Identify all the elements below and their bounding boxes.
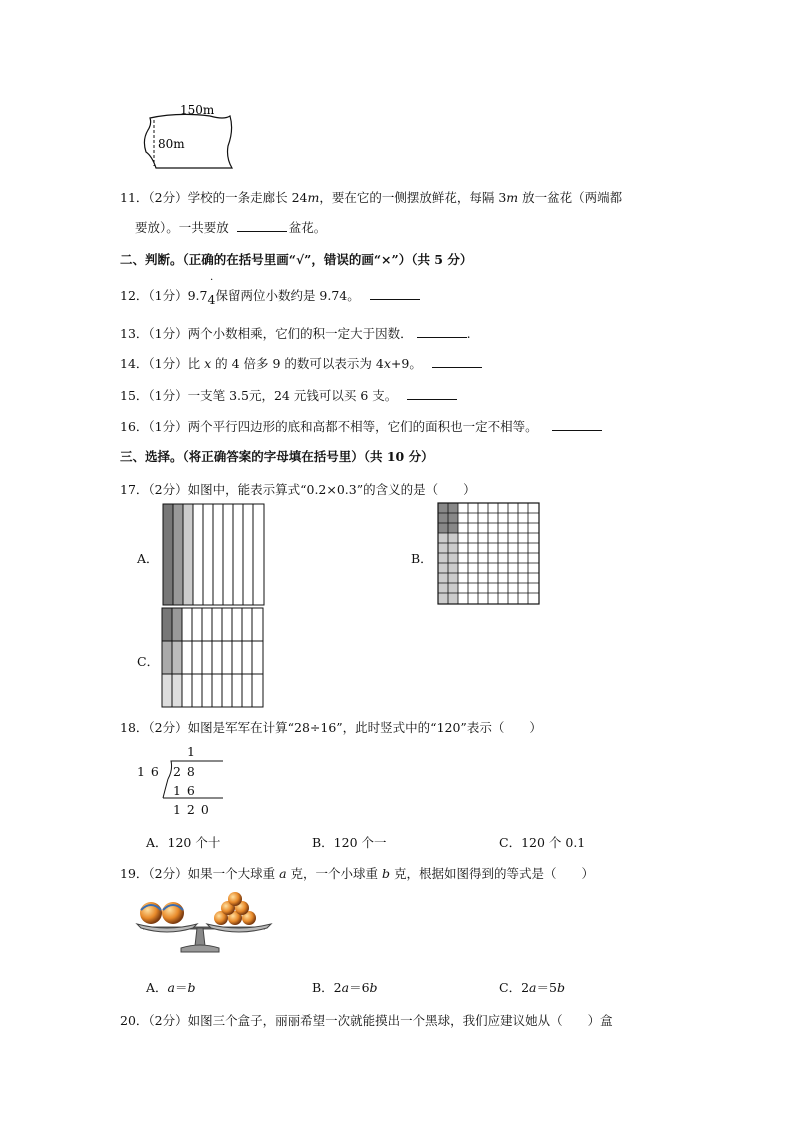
question-18: 18．（2分）如图是军军在计算“28÷16”，此时竖式中的“120”表示（ ） — [120, 720, 542, 735]
division-dividend: 2 8 — [173, 764, 196, 779]
field-side-label: 80m — [158, 137, 185, 151]
q18-option-a[interactable]: A．120 个十 — [146, 835, 221, 850]
section-2-heading: 二、判断。（正确的在括号里画“√”，错误的画“×”）（共 5 分） — [120, 252, 473, 267]
question-15: 15．（1分）一支笔 3.5元，24 元钱可以买 6 支。 — [120, 386, 457, 404]
question-17: 17．（2分）如图中，能表示算式“0.2×0.3”的含义的是（ ） — [120, 482, 476, 497]
question-16: 16．（1分）两个平行四边形的底和高都不相等，它们的面积也一定不相等。 — [120, 417, 602, 435]
answer-blank[interactable] — [417, 325, 467, 338]
answer-blank[interactable] — [237, 219, 287, 232]
option-b-label[interactable]: B． — [411, 551, 433, 566]
balance-scale-figure — [135, 888, 275, 958]
question-11: 11．（2分）学校的一条走廊长 24m，要在它的一侧摆放鲜花，每隔 3m 放一盆花（两端都 — [120, 190, 623, 205]
q18-option-b[interactable]: B．120 个一 — [312, 835, 387, 850]
field-top-label: 150m — [180, 103, 215, 117]
option-a-label[interactable]: A． — [137, 551, 159, 566]
answer-blank[interactable] — [432, 355, 482, 368]
question-12: 12．（1分）9.7 ˙ 4保留两位小数约是 9.74。 — [120, 286, 420, 304]
q18-option-c[interactable]: C．120 个 0.1 — [499, 835, 586, 850]
option-c-label[interactable]: C． — [137, 654, 160, 669]
repeating-dot: ˙ — [208, 276, 215, 291]
division-divisor: 1 6 — [137, 764, 160, 779]
answer-blank[interactable] — [552, 418, 602, 431]
division-subtrahend: 1 6 — [173, 783, 196, 798]
question-19: 19．（2分）如果一个大球重 a 克，一个小球重 b 克，根据如图得到的等式是（ ） — [120, 866, 594, 881]
question-13: 13．（1分）两个小数相乘，它们的积一定大于因数． . — [120, 326, 471, 341]
q19-option-c[interactable]: C．2a＝5b — [499, 980, 565, 995]
option-c-grid — [161, 607, 264, 708]
question-14: 14．（1分）比 x 的 4 倍多 9 的数可以表示为 4x+9。 — [120, 354, 482, 372]
field-figure — [138, 100, 238, 172]
q19-option-b[interactable]: B．2a＝6b — [312, 980, 378, 995]
answer-blank[interactable] — [370, 287, 420, 300]
answer-blank[interactable] — [407, 387, 457, 400]
section-3-heading: 三、选择。（将正确答案的字母填在括号里）（共 10 分） — [120, 449, 434, 464]
option-a-grid — [162, 503, 265, 606]
division-remainder: 1 2 0 — [173, 802, 210, 817]
question-11-line2: 要放）。一共要放 盆花。 — [135, 220, 327, 235]
question-20: 20．（2分）如图三个盒子，丽丽希望一次就能摸出一个黑球，我们应建议她从（ ）盒 — [120, 1013, 613, 1028]
option-b-grid — [437, 502, 540, 605]
long-division-figure — [135, 744, 230, 824]
q19-option-a[interactable]: A．a＝b — [146, 980, 196, 995]
division-quotient: 1 — [187, 744, 195, 759]
